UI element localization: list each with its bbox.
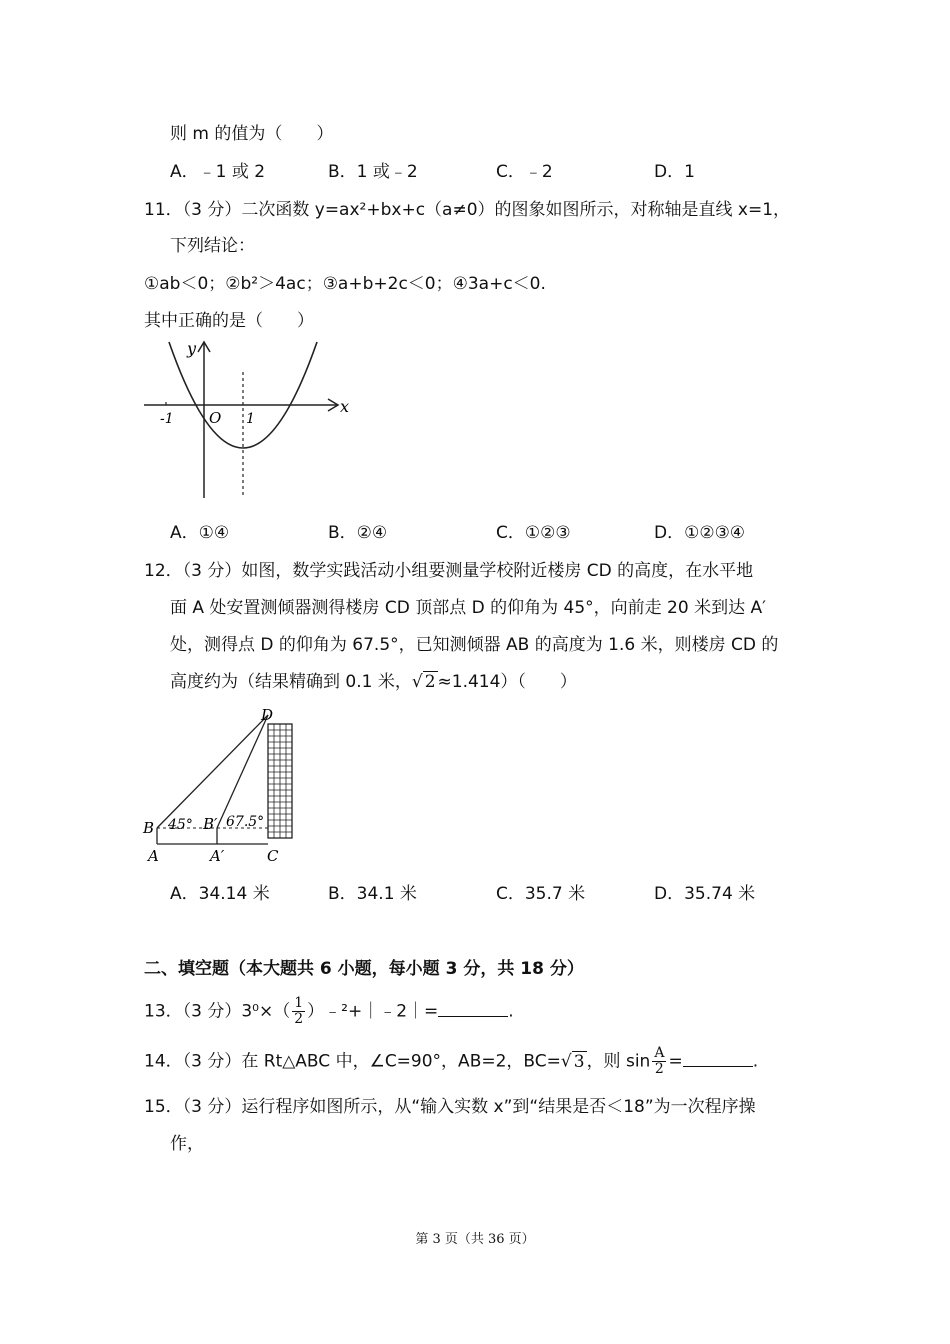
q14-suffix: = bbox=[668, 1051, 683, 1072]
q14-frac-den: 2 bbox=[654, 1061, 664, 1077]
sight-line-bd bbox=[157, 715, 268, 828]
q10-option-c: C．﹣2 bbox=[496, 162, 553, 182]
q13-fraction bbox=[292, 996, 305, 1027]
q14-prefix: 14．（3 分）在 Rt△ABC 中，∠C=90°，AB=2，BC= bbox=[144, 1051, 561, 1072]
q15-line1: 15．（3 分）运行程序如图所示，从“输入实数 x”到“结果是否＜18”为一次程序操 bbox=[144, 1097, 756, 1117]
label-b2: B′ bbox=[203, 815, 218, 833]
q11-line4: 其中正确的是（ ） bbox=[144, 311, 314, 331]
q11-parabola-graph bbox=[140, 336, 360, 506]
q12-line1: 12．（3 分）如图，数学实践活动小组要测量学校附近楼房 CD 的高度，在水平地 bbox=[144, 561, 754, 581]
label-c: C bbox=[267, 847, 279, 865]
q11-option-a: A．①④ bbox=[170, 523, 230, 543]
q13-end: . bbox=[508, 1001, 514, 1022]
page-footer: 第 3 页（共 36 页） bbox=[415, 1232, 535, 1247]
q14-frac-num: A bbox=[654, 1045, 665, 1061]
q13-frac-den: 2 bbox=[294, 1011, 304, 1027]
sqrt-radicand: 2 bbox=[424, 672, 436, 692]
q12-line4 bbox=[170, 670, 577, 694]
q13-frac-num: 1 bbox=[294, 995, 304, 1011]
sqrt-symbol: √ bbox=[411, 672, 423, 692]
sqrt3-radicand: 3 bbox=[573, 1051, 585, 1072]
angle-45: 45° bbox=[168, 817, 193, 833]
q11-line3: ①ab＜0；②b²＞4ac；③a+b+2c＜0；④3a+c＜0. bbox=[144, 274, 546, 294]
q10-option-b: B．1 或﹣2 bbox=[328, 162, 418, 182]
q11-line1: 11．（3 分）二次函数 y=ax²+bx+c（a≠0）的图象如图所示，对称轴是直线 x=1， bbox=[144, 200, 791, 220]
q11-option-d: D．①②③④ bbox=[654, 523, 746, 543]
x-axis-label: x bbox=[340, 397, 350, 416]
q14-line bbox=[144, 1046, 758, 1077]
sight-line-b2d bbox=[217, 715, 268, 828]
q12-line3: 处，测得点 D 的仰角为 67.5°，已知测倾器 AB 的高度为 1.6 米，则楼房 CD 的 bbox=[170, 635, 779, 655]
q13-suffix: ）﹣²+｜﹣2｜= bbox=[307, 1001, 439, 1022]
q13-answer-blank[interactable] bbox=[438, 998, 508, 1017]
q11-option-c: C．①②③ bbox=[496, 523, 571, 543]
label-a2: A′ bbox=[210, 847, 225, 865]
q12-option-a: A．34.14 米 bbox=[170, 884, 270, 904]
q12-line2: 面 A 处安置测倾器测得楼房 CD 顶部点 D 的仰角为 45°，向前走 20 米到达 A′ bbox=[170, 598, 766, 618]
q14-end: . bbox=[752, 1051, 759, 1072]
one-label: 1 bbox=[246, 411, 255, 427]
q11-option-b: B．②④ bbox=[328, 523, 388, 543]
sqrt3 bbox=[561, 1051, 587, 1072]
q15-line2: 作， bbox=[170, 1134, 204, 1154]
q12-building-figure bbox=[140, 702, 310, 868]
y-axis-label: y bbox=[187, 339, 197, 358]
angle-67-5: 67.5° bbox=[226, 814, 265, 830]
label-a: A bbox=[148, 847, 159, 865]
label-d: D bbox=[261, 706, 274, 724]
sqrt3-symbol: √ bbox=[560, 1051, 572, 1072]
q12-option-d: D．35.74 米 bbox=[654, 884, 756, 904]
q13-line bbox=[144, 996, 514, 1027]
sqrt2 bbox=[412, 671, 438, 692]
q14-answer-blank[interactable] bbox=[683, 1048, 753, 1067]
q10-option-a: A．﹣1 或 2 bbox=[170, 162, 266, 182]
q13-prefix: 13．（3 分）3⁰×（ bbox=[144, 1001, 291, 1022]
q14-middle: ，则 sin bbox=[586, 1051, 651, 1072]
section2-title: 二、填空题（本大题共 6 小题，每小题 3 分，共 18 分） bbox=[144, 959, 584, 979]
neg1-label: -1 bbox=[160, 411, 174, 427]
origin-label: O bbox=[209, 409, 222, 427]
q10-tail: 则 m 的值为（ ） bbox=[170, 124, 334, 144]
q12-option-c: C．35.7 米 bbox=[496, 884, 586, 904]
q11-line2: 下列结论： bbox=[170, 236, 255, 256]
label-b: B bbox=[143, 819, 155, 837]
q12-line4-b: ≈1.414）（ ） bbox=[437, 672, 577, 692]
q12-line4-a: 高度约为（结果精确到 0.1 米， bbox=[170, 672, 412, 692]
q12-option-b: B．34.1 米 bbox=[328, 884, 417, 904]
q10-option-d: D．1 bbox=[654, 162, 695, 182]
q14-fraction bbox=[652, 1046, 666, 1077]
